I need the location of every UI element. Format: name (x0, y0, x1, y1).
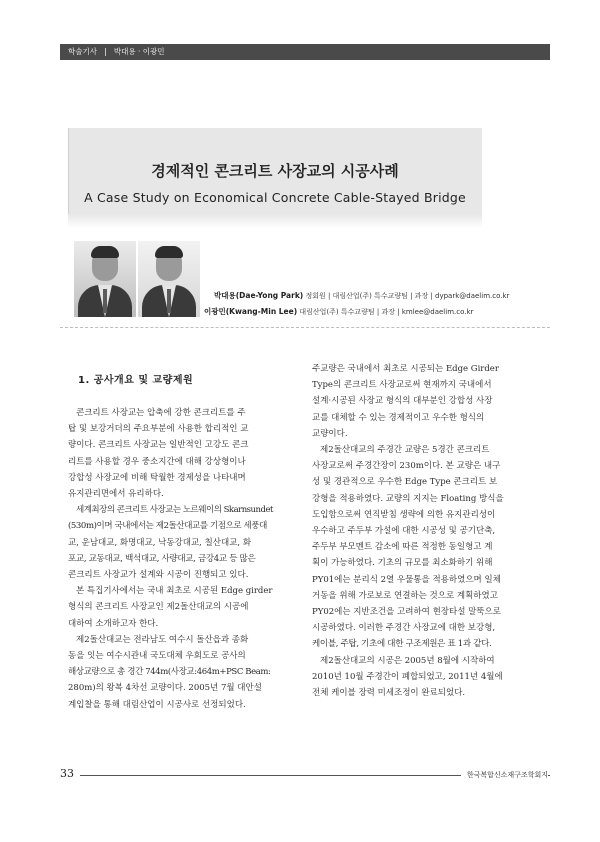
text-line: 획이 가능하였다. 기초의 규모를 최소화하기 위해 (312, 558, 493, 569)
right-column (312, 361, 542, 701)
text-line: 계입찰을 통해 대림산업이 시공사로 선정되었다. (68, 699, 246, 710)
text-line: 교, 운남대교, 화명대교, 낙동강대교, 칠산대교, 화 (68, 537, 252, 548)
text-line: 280m)의 왕복 4차선 교량이다. 2005년 7월 대안설 (68, 683, 262, 694)
text-line: 시공하였다. 이러한 주경간 사장교에 대한 보강형, (312, 623, 496, 634)
text-line: 교를 대체할 수 있는 경제적이고 우수한 형식의 (312, 412, 485, 423)
text-line: 제2돌산대교의 주경간 교량은 5경간 콘크리트 (320, 445, 490, 456)
text-line: 성 및 경관적으로 우수한 Edge Type 콘크리트 보 (312, 477, 498, 488)
author-photo-park (74, 241, 136, 317)
author-line-1 (214, 290, 509, 302)
text-line: 해상교량으로 총 경간 744m(사장교:464m+PSC Beam: (68, 667, 271, 678)
title-english: A Case Study on Economical Concrete Cable-Stayed Bridge (84, 190, 466, 205)
author-photo-lee (138, 241, 200, 317)
text-line: 교량이다. (312, 428, 348, 439)
header-separator: | (104, 47, 107, 56)
text-line: 본 특집기사에서는 국내 최초로 시공된 Edge girder (76, 586, 273, 597)
section-heading: 1. 공사개요 및 교량제원 (78, 375, 194, 386)
text-line: 대하여 소개하고자 한다. (68, 618, 159, 629)
text-line: Type의 콘크리트 사장교로써 현재까지 국내에서 (312, 380, 492, 391)
text-line: 설계·시공된 사장교 형식의 대부분인 강합성 사장 (312, 396, 493, 407)
author-line-2 (204, 306, 473, 318)
text-line: 주두부 부모멘트 감소에 따른 적정한 동일형고 계 (312, 542, 493, 553)
header-text (68, 45, 164, 59)
author-details: 정회원 | 대림산업(주) 특수교량팀 | 과장 | dypark@daelim.co.kr (305, 292, 510, 300)
author-details: 대림산업(주) 특수교량팀 | 과장 | kmlee@daelim.co.kr (299, 308, 474, 316)
text-line: 제2돌산대교의 시공은 2005년 8월에 시작하여 (320, 655, 495, 666)
header-authors: 박대용 · 이광민 (113, 47, 165, 56)
text-line: 케이블, 주탑, 기초에 대한 구조제원은 표 1과 같다. (312, 639, 492, 650)
author-name: 박대용(Dae-Yong Park) (214, 291, 304, 300)
text-line: 사장교로써 주경간장이 230m이다. 본 교량은 내구 (312, 461, 501, 472)
text-line: 량이다. 콘크리트 사장교는 일반적인 고강도 콘크 (68, 440, 249, 451)
page-number: 33 (60, 766, 80, 782)
text-line: 유지관리면에서 유리하다. (68, 489, 164, 500)
title-korean: 경제적인 콘크리트 사장교의 시공사례 (151, 162, 399, 180)
text-line: 동을 잇는 여수시관내 국도대체 우회도로 공사의 (68, 651, 246, 662)
journal-name: 한국복합신소재구조학회지 (461, 769, 548, 781)
text-line: 리트를 사용할 경우 중소지간에 대해 강상형이나 (68, 456, 246, 467)
text-line: 포교, 교동대교, 백석대교, 사량대교, 금강4교 등 많은 (68, 553, 256, 564)
text-line: 우수하고 주두부 가설에 대한 시공성 및 공기단축, (312, 526, 496, 537)
author-name: 이광민(Kwang-Min Lee) (204, 307, 298, 316)
text-line: (530m)이며 국내에서는 제2돌산대교를 기점으로 세풍대 (68, 521, 267, 532)
text-line: 강형을 적용하였다. 교량의 지지는 Floating 방식을 (312, 493, 504, 504)
divider (60, 327, 550, 328)
text-line: 탑 및 보강거더의 주요부분에 사용한 합리적인 교 (68, 424, 249, 435)
text-line: 세계최장의 콘크리트 사장교는 노르웨이의 Skarnsundet (76, 505, 273, 516)
text-line: 형식의 콘크리트 사장교인 제2돌산대교의 시공에 (68, 602, 249, 613)
text-line: 콘크리트 사장교는 압축에 강한 콘크리트를 주 (76, 408, 246, 418)
left-column (68, 405, 290, 713)
text-line: PY01에는 분리식 2열 우물통을 적용하였으며 일체 (312, 574, 501, 585)
text-line: 도입함으로써 연직받침 생략에 의한 유지관리성이 (312, 509, 496, 520)
text-line: 거동을 위해 가로보로 연결하는 것으로 계획하였고 (312, 590, 498, 601)
text-line: 강합성 사장교에 비해 탁월한 경제성을 나타내며 (68, 472, 246, 483)
text-line: PY02에는 지반조건을 고려하여 현장타설 말뚝으로 (312, 607, 501, 618)
text-line: 2010년 10월 주경간이 폐합되었고, 2011년 4월에 (312, 671, 503, 682)
text-line: 주교량은 국내에서 최초로 시공되는 Edge Girder (312, 364, 499, 374)
text-line: 콘크리트 사장교가 설계와 시공이 진행되고 있다. (68, 570, 249, 581)
title-box-shade (68, 214, 482, 228)
header-category: 학술기사 (68, 47, 97, 56)
text-line: 전체 케이블 장력 미세조정이 완료되었다. (312, 688, 466, 699)
text-line: 제2돌산대교는 전라남도 여수시 돌산읍과 종화 (76, 634, 249, 645)
